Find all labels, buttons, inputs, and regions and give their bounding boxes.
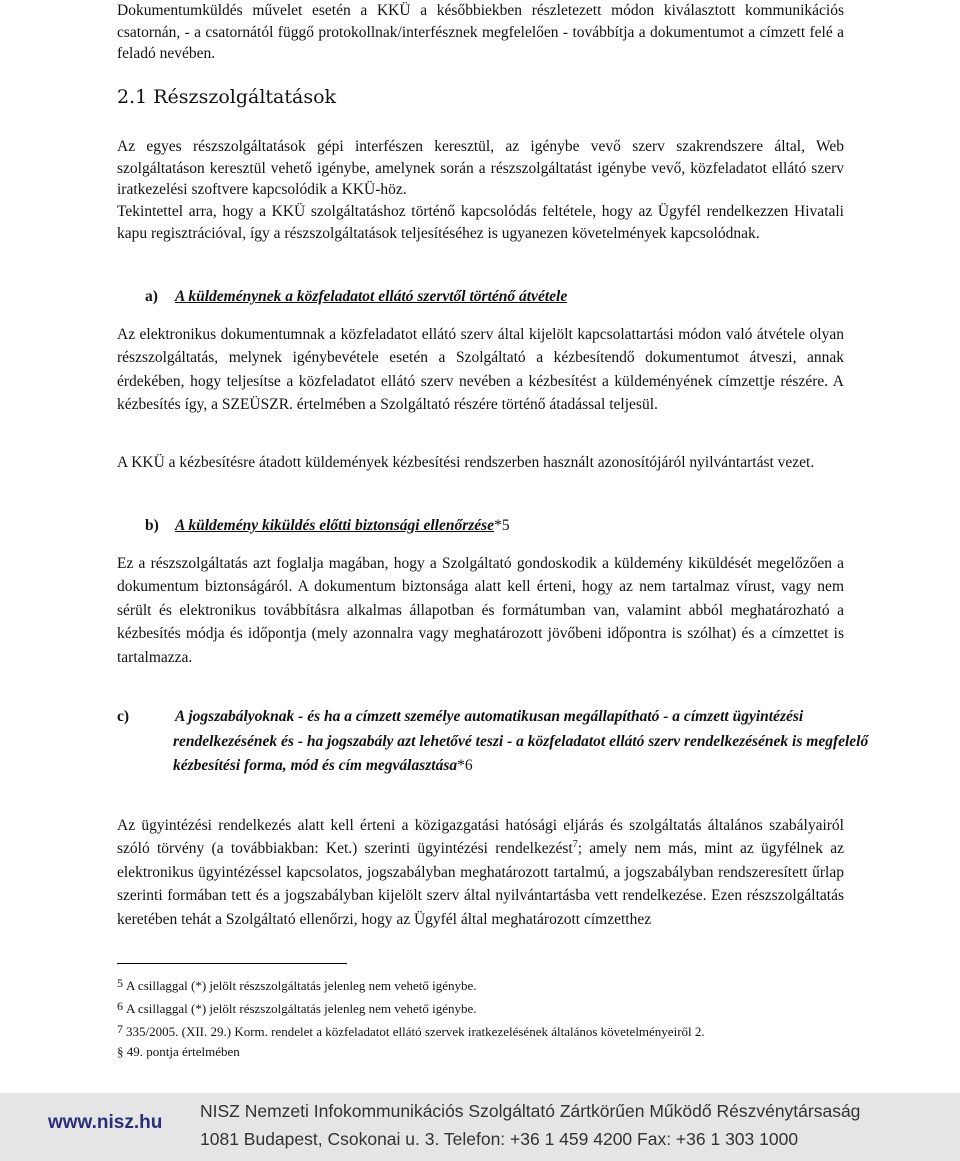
subheading-b <box>145 514 845 539</box>
subheading-b-text: A küldemény kiküldés előtti biztonsági ellenőrzése <box>175 517 495 534</box>
intro-paragraph: Dokumentumküldés művelet esetén a KKÜ a későbbiekben részletezett módon kiválasztott kommunikációs csatornán, - a csatornától függő protokollnak/interfésznek megfelelően - továbbítja a dokumentumot a címzett felé a feladó nevében. <box>117 2 844 62</box>
body-paragraph-6-start: Az ügyintézési rendelkezés alatt kell érteni a közigazgatási hatósági eljárás és szolgáltatás általános szabályairól szóló törvény (a továbbiakban: Ket.) szerinti ügyintézési rendelkezést <box>117 817 844 858</box>
website-link[interactable]: www.nisz.hu <box>48 1112 163 1133</box>
subheading-c-label: c) <box>117 708 130 725</box>
company-name: NISZ Nemzeti Infokommunikációs Szolgáltató Zártkörűen Működő Részvénytársaság <box>200 1101 861 1121</box>
body-paragraph-2: Tekintettel arra, hogy a KKÜ szolgáltatáshoz történő kapcsolódás feltétele, hogy az Ügyfél rendelkezzen Hivatali kapu regisztrációval, így a részszolgáltatások teljesítéséhez is ugyanezen követelmények kapcsolódnak. <box>117 203 844 242</box>
body-paragraph-4: A KKÜ a kézbesítésre átadott küldemények kézbesítési rendszerben használt azonosítójáról nyilvántartást vezet. <box>117 454 815 471</box>
subheading-b-label: b) <box>145 517 159 534</box>
subheading-a-label: a) <box>145 288 158 305</box>
subheading-a-text: A küldeménynek a közfeladatot ellátó szervtől történő átvétele <box>175 288 568 305</box>
subheading-c <box>117 705 873 779</box>
page-footer <box>0 1093 960 1161</box>
footnote-text: § 49. pontja értelmében <box>117 1044 240 1059</box>
footnote-number: 6 <box>117 999 123 1013</box>
footnote-ref-7: 7 <box>572 839 578 851</box>
footnote-number: 7 <box>117 1022 123 1036</box>
footnote-5 <box>117 975 857 994</box>
subheading-c-mark: *6 <box>457 757 473 774</box>
company-contact: 1081 Budapest, Csokonai u. 3. Telefon: +36 1 459 4200 Fax: +36 1 303 1000 <box>200 1129 799 1149</box>
footnote-text: A csillaggal (*) jelölt részszolgáltatás jelenleg nem vehető igénybe. <box>126 978 477 993</box>
section-heading: 2.1 Részszolgáltatások <box>117 86 337 108</box>
footnote-text: 335/2005. (XII. 29.) Korm. rendelet a közfeladatot ellátó szervek iratkezelésének általános követelményeiről 2. <box>126 1024 705 1039</box>
subheading-a <box>145 285 845 310</box>
body-paragraph-6-end: ; amely nem más, mint az ügyfélnek az elektronikus ügyintézéssel kapcsolatos, jogszabályban meghatározott tartalmú, a jogszabályban rendszeresített űrlap szerinti formában tett és a jogszabályban kijelölt szerv által nyilvántartásba vett rendelkezése. Ezen részszolgáltatás keretében tehát a Szolgáltató ellenőrzi, hogy az Ügyfél által meghatározott címzetthez <box>117 840 844 928</box>
body-paragraph-6 <box>117 814 844 931</box>
subheading-c-text: A jogszabályoknak - és ha a címzett személye automatikusan megállapítható - a címzett ügyintézési rendelkezésének és - ha jogszabály azt lehetővé teszi - a közfeladatot ellátó szerv rendelkezésének is megfelelő kézbesítési forma, mód és cím megválasztása <box>173 708 869 774</box>
footnote-separator <box>117 963 347 964</box>
footnote-text: A csillaggal (*) jelölt részszolgáltatás jelenleg nem vehető igénybe. <box>126 1001 477 1016</box>
footnote-6 <box>117 998 857 1017</box>
body-paragraph-5: Ez a részszolgáltatás azt foglalja magában, hogy a Szolgáltató gondoskodik a küldemény kiküldését megelőzően a dokumentum biztonságáról. A dokumentum biztonsága alatt kell érteni, hogy az nem tartalmaz vírust, vagy nem sérült és elektronikus továbbításra alkalmas állapotban és formátumban van, valamint abból meghatározható a kézbesítés módja és időpontja (mely azonnalra vagy meghatározott jövőbeni időpontra is szólhat) és a címzettet is tartalmazza. <box>117 555 844 666</box>
footnote-number: 5 <box>117 976 123 990</box>
subheading-b-mark: *5 <box>494 517 510 534</box>
footnote-7-continued <box>117 1043 857 1060</box>
footnote-7 <box>117 1021 857 1040</box>
body-paragraph-1: Az egyes részszolgáltatások gépi interfészen keresztül, az igénybe vevő szerv szakrendszere által, Web szolgáltatáson keresztül vehető igénybe, amelynek során a részszolgáltatást igénybe vevő, közfeladatot ellátó szerv iratkezelési szoftvere kapcsolódik a KKÜ-höz. <box>117 138 844 198</box>
body-paragraph-3: Az elektronikus dokumentumnak a közfeladatot ellátó szerv által kijelölt kapcsolattartási módon való átvétele olyan részszolgáltatás, melynek igénybevétele esetén a Szolgáltató a kézbesítendő dokumentumot átveszi, annak érdekében, hogy teljesítse a közfeladatot ellátó szerv nevében a kézbesítést a küldeményének címzettje részére. A kézbesítés így, a SZEÜSZR. értelmében a Szolgáltató részére történő átadással teljesül. <box>117 326 844 414</box>
